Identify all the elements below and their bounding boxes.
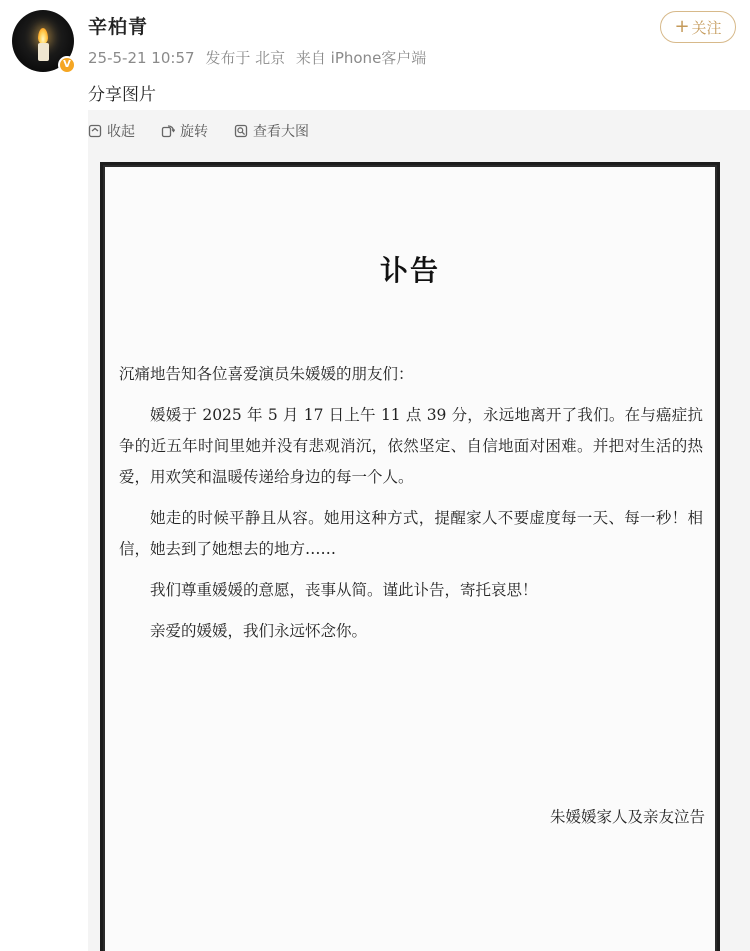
candle-icon [38, 43, 49, 61]
post-timestamp: 25-5-21 10:57 [88, 49, 195, 67]
avatar[interactable] [12, 10, 74, 72]
rotate-label: 旋转 [180, 124, 208, 140]
post-header [0, 0, 750, 110]
plus-icon: + [674, 16, 690, 37]
view-large-icon [234, 124, 248, 138]
notice-paragraph: 我们尊重媛媛的意愿，丧事从简。谨此讣告，寄托哀思！ [150, 581, 538, 599]
post-text: 分享图片 [88, 85, 156, 105]
view-large-label: 查看大图 [253, 124, 309, 140]
post-meta [88, 47, 432, 68]
notice-greeting: 沉痛地告知各位喜爱演员朱媛媛的朋友们： [119, 365, 414, 383]
post-location: 发布于 北京 [205, 49, 286, 67]
notice-paper [103, 165, 717, 951]
rotate-button[interactable] [161, 121, 208, 141]
collapse-label: 收起 [107, 124, 135, 140]
notice-paragraph: 亲爱的媛媛，我们永远怀念你。 [150, 622, 368, 640]
view-large-button[interactable] [234, 121, 309, 141]
notice-signature: 朱媛媛家人及亲友泣告 [549, 808, 705, 826]
post-source: 来自 iPhone客户端 [295, 49, 427, 67]
media-toolbar [88, 120, 335, 142]
notice-paragraph: 她走的时候平静且从容。她用这种方式，提醒家人不要虚度每一天、每一秒！相信，她去到了她想去的地方…… [119, 509, 703, 558]
candle-flame-icon [38, 28, 48, 44]
rotate-icon [161, 124, 175, 138]
collapse-button[interactable] [88, 121, 135, 141]
notice-paragraph: 媛媛于 2025 年 5 月 17 日上午 11 点 39 分，永远地离开了我们。在与癌症抗争的近五年时间里她并没有悲观消沉，依然坚定、自信地面对困难。并把对生活的热爱，用欢笑和温暖传递给身边的每一个人。 [119, 406, 703, 486]
media-area [88, 110, 750, 951]
notice-image[interactable] [100, 162, 720, 951]
notice-title: 讣告 [379, 254, 440, 287]
collapse-icon [88, 124, 102, 138]
follow-button-label: 关注 [691, 18, 722, 37]
notice-body [119, 359, 703, 657]
username[interactable]: 辛柏青 [88, 16, 149, 38]
follow-button[interactable] [660, 11, 736, 43]
verified-badge: V [58, 56, 76, 74]
